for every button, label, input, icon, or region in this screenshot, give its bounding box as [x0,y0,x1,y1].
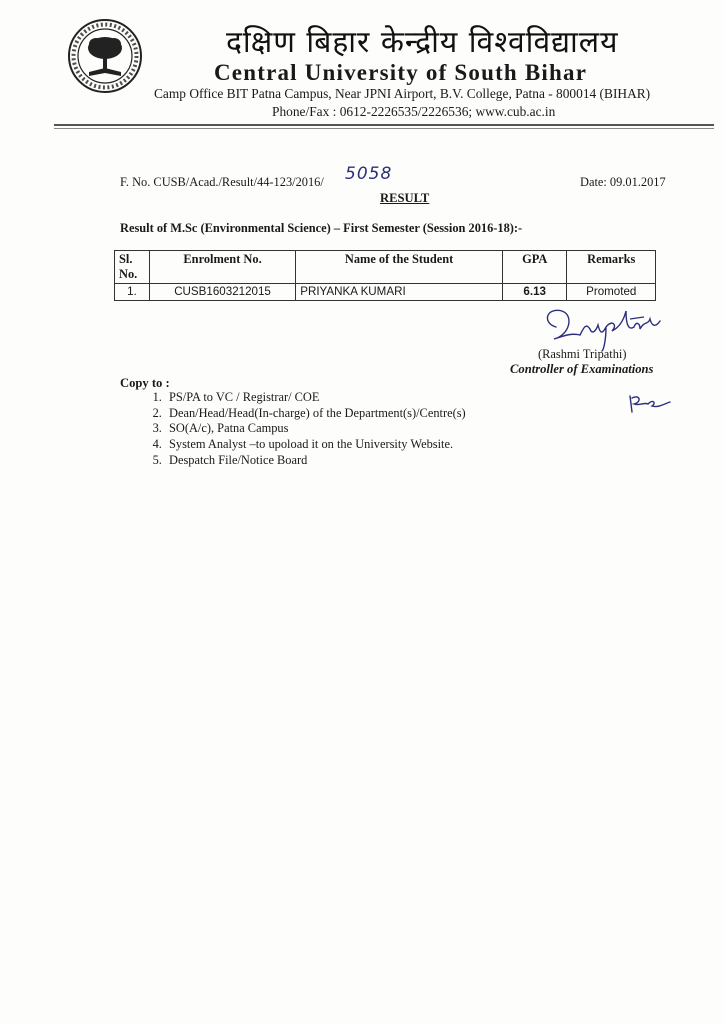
result-title: Result of M.Sc (Environmental Science) – First Semester (Session 2016-18):- [120,221,523,235]
column-header-remarks: Remarks [567,251,656,284]
result-heading: RESULT [380,191,430,205]
university-name-english: Central University of South Bihar [214,60,588,85]
column-header-sl-no: Sl. No. [115,251,150,284]
column-header-gpa: GPA [502,251,567,284]
signatory-designation: Controller of Examinations [510,362,654,376]
cell-gpa: 6.13 [502,284,567,301]
cell-sl-no: 1. [115,284,150,301]
header-divider-thin [54,128,714,129]
university-logo-emblem [67,18,143,94]
list-item: 2. Dean/Head/Head(In-charge) of the Department(s)/Centre(s) [165,406,466,422]
list-item: 3. SO(A/c), Patna Campus [165,421,466,437]
university-address: Camp Office BIT Patna Campus, Near JPNI Airport, B.V. College, Patna - 800014 (BIHAR) [154,86,651,101]
copy-to-list [124,390,466,469]
cell-remarks: Promoted [567,284,656,301]
file-number: F. No. CUSB/Acad./Result/44-123/2016/ [120,175,324,189]
signatory-name: (Rashmi Tripathi) [538,347,627,361]
cell-student-name: PRIYANKA KUMARI [296,284,503,301]
list-item: 1. PS/PA to VC / Registrar/ COE [165,390,466,406]
results-table [114,250,656,301]
list-item: 5. Despatch File/Notice Board [165,453,466,469]
copy-to-label: Copy to : [120,376,170,390]
table-row [115,284,656,301]
university-name-hindi: दक्षिण बिहार केन्द्रीय विश्वविद्यालय [226,25,619,60]
header-divider [54,124,714,126]
handwritten-initials [624,392,674,416]
list-item: 4. System Analyst –to upoload it on the University Website. [165,437,466,453]
column-header-enrolment: Enrolment No. [149,251,295,284]
column-header-student-name: Name of the Student [296,251,503,284]
document-date: Date: 09.01.2017 [580,175,666,189]
table-header-row [115,251,656,284]
cell-enrolment-no: CUSB1603212015 [149,284,295,301]
university-contact: Phone/Fax : 0612-2226535/2226536; www.cub.ac.in [272,104,556,119]
handwritten-dispatch-number: 5058 [345,164,393,184]
